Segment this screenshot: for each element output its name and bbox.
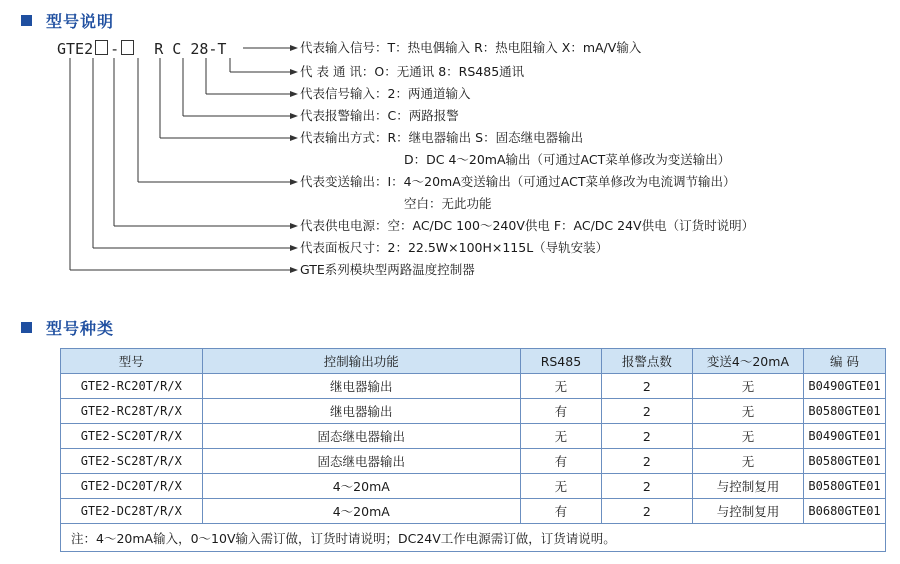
cell-output: 继电器输出 xyxy=(202,399,520,424)
cell-rs485: 无 xyxy=(521,374,602,399)
desc-transmission-blank: 空白：无此功能 xyxy=(404,196,492,211)
cell-model: GTE2-RC20T/R/X xyxy=(61,374,203,399)
cell-code: B0490GTE01 xyxy=(804,424,886,449)
table-note-row xyxy=(61,524,886,552)
header-rs485: RS485 xyxy=(521,349,602,374)
cell-alarm: 2 xyxy=(601,374,692,399)
desc-output-mode-d: D：DC 4～20mA输出（可通过ACT菜单修改为变送输出） xyxy=(404,152,731,167)
header-model: 型号 xyxy=(61,349,203,374)
table-row xyxy=(61,399,886,424)
code-r: R xyxy=(154,40,164,58)
cell-output: 4～20mA xyxy=(202,474,520,499)
cell-model: GTE2-RC28T/R/X xyxy=(61,399,203,424)
header-transmission: 变送4～20mA xyxy=(692,349,803,374)
cell-output: 4～20mA xyxy=(202,499,520,524)
cell-rs485: 无 xyxy=(521,474,602,499)
table-row xyxy=(61,424,886,449)
code-c: C xyxy=(172,40,182,58)
desc-output-mode: 代表输出方式：R：继电器输出 S：固态继电器输出 xyxy=(300,130,584,145)
table-header-row xyxy=(61,349,886,374)
table-note: 注：4～20mA输入，0～10V输入需订做，订货时请说明；DC24V工作电源需订做，订货请说明。 xyxy=(61,524,886,552)
cell-alarm: 2 xyxy=(601,449,692,474)
desc-alarm-output: 代表报警输出：C：两路报警 xyxy=(300,108,459,123)
header-code: 编 码 xyxy=(804,349,886,374)
cell-model: GTE2-SC20T/R/X xyxy=(61,424,203,449)
table-row xyxy=(61,374,886,399)
desc-series: GTE系列模块型两路温度控制器 xyxy=(300,262,475,277)
cell-code: B0680GTE01 xyxy=(804,499,886,524)
model-types-table xyxy=(60,348,886,552)
desc-panel-size: 代表面板尺寸：2：22.5W×100H×115L（导轨安装） xyxy=(300,240,609,255)
cell-transmission: 无 xyxy=(692,449,803,474)
model-code: GTE2 - R C 28-T xyxy=(57,40,227,58)
cell-output: 固态继电器输出 xyxy=(202,424,520,449)
cell-rs485: 有 xyxy=(521,399,602,424)
square-bullet-icon xyxy=(21,322,32,333)
table-row xyxy=(61,499,886,524)
cell-transmission: 无 xyxy=(692,399,803,424)
cell-model: GTE2-DC20T/R/X xyxy=(61,474,203,499)
section-title-model-desc: 型号说明 xyxy=(21,9,114,32)
desc-communication: 代 表 通 讯：O：无通讯 8：RS485通讯 xyxy=(300,64,525,79)
cell-alarm: 2 xyxy=(601,499,692,524)
cell-output: 继电器输出 xyxy=(202,374,520,399)
cell-rs485: 有 xyxy=(521,499,602,524)
cell-alarm: 2 xyxy=(601,424,692,449)
code-prefix: GTE2 xyxy=(57,40,94,58)
cell-output: 固态继电器输出 xyxy=(202,449,520,474)
header-control-output: 控制输出功能 xyxy=(202,349,520,374)
cell-transmission: 与控制复用 xyxy=(692,499,803,524)
cell-code: B0580GTE01 xyxy=(804,449,886,474)
cell-rs485: 有 xyxy=(521,449,602,474)
header-alarm-points: 报警点数 xyxy=(601,349,692,374)
cell-alarm: 2 xyxy=(601,399,692,424)
cell-transmission: 与控制复用 xyxy=(692,474,803,499)
code-tail: 28-T xyxy=(190,40,227,58)
cell-alarm: 2 xyxy=(601,474,692,499)
desc-transmission: 代表变送输出：I：4～20mA变送输出（可通过ACT菜单修改为电流调节输出） xyxy=(300,174,736,189)
section-title-model-types: 型号种类 xyxy=(21,316,114,339)
cell-transmission: 无 xyxy=(692,424,803,449)
cell-model: GTE2-DC28T/R/X xyxy=(61,499,203,524)
table-row xyxy=(61,449,886,474)
table-row xyxy=(61,474,886,499)
cell-transmission: 无 xyxy=(692,374,803,399)
cell-code: B0580GTE01 xyxy=(804,399,886,424)
cell-rs485: 无 xyxy=(521,424,602,449)
cell-code: B0490GTE01 xyxy=(804,374,886,399)
cell-code: B0580GTE01 xyxy=(804,474,886,499)
desc-power-supply: 代表供电电源：空：AC/DC 100～240V供电 F：AC/DC 24V供电（订货时说明） xyxy=(300,218,755,233)
desc-input-signal: 代表输入信号：T：热电偶输入 R：热电阻输入 X：mA/V输入 xyxy=(300,40,642,55)
desc-signal-input: 代表信号输入：2：两通道输入 xyxy=(300,86,471,101)
cell-model: GTE2-SC28T/R/X xyxy=(61,449,203,474)
